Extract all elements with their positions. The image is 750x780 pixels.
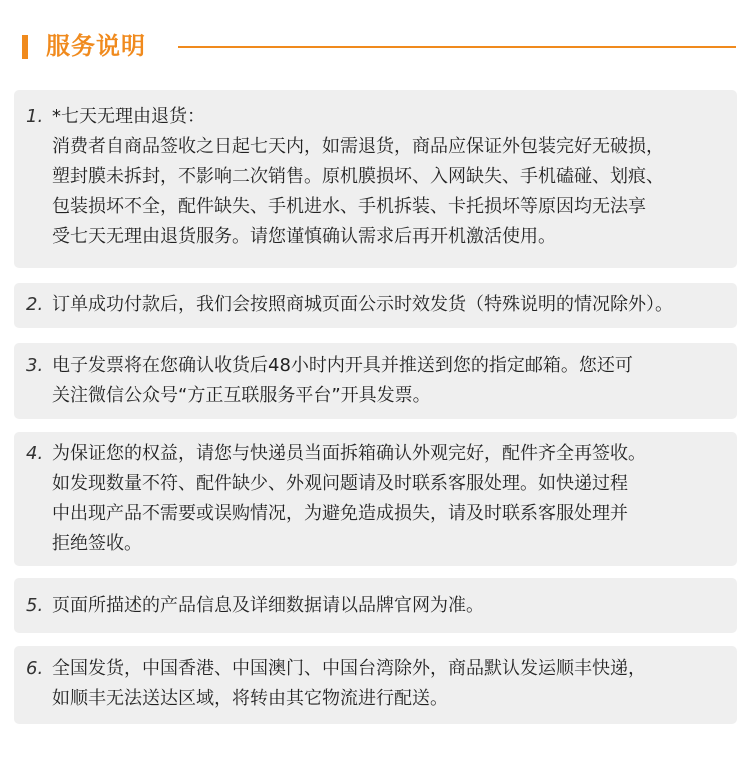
item-line: 塑封膜未拆封，不影响二次销售。原机膜损坏、入网缺失、手机磕碰、划痕、 <box>52 166 664 187</box>
item-number: 5. <box>26 595 44 616</box>
header-divider-line <box>178 46 736 48</box>
item-line: 消费者自商品签收之日起七天内，如需退货，商品应保证外包装完好无破损， <box>52 136 664 157</box>
item-line: 拒绝签收。 <box>52 533 142 554</box>
item-number: 2. <box>26 294 44 315</box>
item-line: 订单成功付款后，我们会按照商城页面公示时效发货（特殊说明的情况除外）。 <box>52 294 673 315</box>
item-line: 受七天无理由退货服务。请您谨慎确认需求后再开机激活使用。 <box>52 226 556 247</box>
service-item-card <box>14 343 737 419</box>
service-item-card <box>14 90 737 268</box>
item-line: 中出现产品不需要或误购情况，为避免造成损失，请及时联系客服处理并 <box>52 503 628 524</box>
item-number: 6. <box>26 658 44 679</box>
item-line: 如发现数量不符、配件缺少、外观问题请及时联系客服处理。如快递过程 <box>52 473 628 494</box>
item-line: 包装损坏不全，配件缺失、手机进水、手机拆装、卡托损坏等原因均无法享 <box>52 196 646 217</box>
item-number: 3. <box>26 355 44 376</box>
item-text <box>52 102 723 252</box>
item-text <box>52 290 723 320</box>
item-text <box>52 351 723 411</box>
item-number: 4. <box>26 443 44 464</box>
service-item-card <box>14 646 737 724</box>
page-title: 服务说明 <box>46 32 146 60</box>
item-text <box>52 591 723 621</box>
service-item-card <box>14 578 737 633</box>
item-text <box>52 439 723 559</box>
item-line: 如顺丰无法送达区域，将转由其它物流进行配送。 <box>52 688 448 709</box>
item-line: 为保证您的权益，请您与快递员当面拆箱确认外观完好，配件齐全再签收。 <box>52 443 646 464</box>
item-line: 关注微信公众号“方正互联服务平台”开具发票。 <box>52 385 431 406</box>
item-text <box>52 654 723 714</box>
header-accent-bar <box>22 35 28 59</box>
item-line: 电子发票将在您确认收货后48小时内开具并推送到您的指定邮箱。您还可 <box>52 355 633 376</box>
item-number: 1. <box>26 106 44 127</box>
section-header <box>18 26 736 68</box>
service-item-card <box>14 283 737 328</box>
item-line: 全国发货，中国香港、中国澳门、中国台湾除外，商品默认发运顺丰快递， <box>52 658 646 679</box>
item-line: 页面所描述的产品信息及详细数据请以品牌官网为准。 <box>52 595 484 616</box>
service-item-card <box>14 432 737 566</box>
item-line: *七天无理由退货： <box>52 106 205 127</box>
